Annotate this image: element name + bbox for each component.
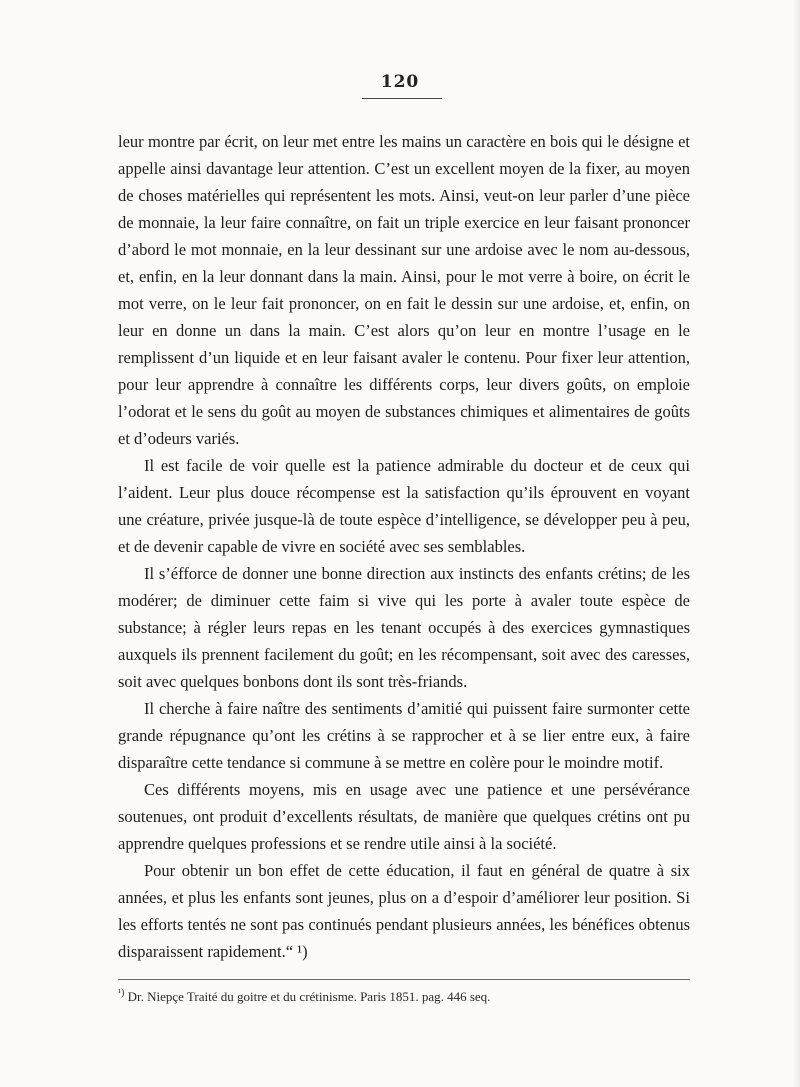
footnote — [118, 979, 690, 1006]
paragraph-5: Ces différents moyens, mis en usage avec une patience et une persévérance soutenues, ont produit d’excellents résultats, de manière que quelques crétins ont pu apprendre quelques professions et se rendre utile ainsi à la société. — [118, 780, 690, 853]
paragraph-3: Il s’éfforce de donner une bonne direction aux instincts des enfants crétins; de les modérer; de diminuer cette faim si vive qui les porte à avaler toute espèce de substance; à régler leurs repas en les tenant occupés à des exercices gymnastiques auxquels ils prennent facilement du goût; en les récompensant, soit avec des caresses, soit avec quelques bonbons dont ils sont très-friands. — [118, 564, 690, 691]
footnote-rule — [118, 979, 690, 980]
page-number: 120 — [380, 72, 420, 92]
paragraph-1: leur montre par écrit, on leur met entre les mains un caractère en bois qui le désigne et appelle ainsi davantage leur attention. C’est un excellent moyen de la fixer, au moyen de choses matérielles qui représentent les mots. Ainsi, veut-on leur parler d’une pièce de monnaie, la leur faire connaître, on fait un triple exercice en leur faisant prononcer d’abord le mot monnaie, en la leur dessinant sur une ardoise avec le nom au-dessous, et, enfin, en la leur donnant dans la main. Ainsi, pour le mot verre à boire, on écrit le mot verre, on le leur fait prononcer, on en fait le dessin sur une ardoise, et, enfin, on leur en donne un dans la main. C’est alors qu’on leur en montre l’usage en le remplissent d’un liquide et en leur faisant avaler le contenu. Pour fixer leur attention, pour leur apprendre à connaître les différents corps, leur divers goûts, on emploie l’odorat et le sens du goût au moyen de substances chimiques et alimentaires de goûts et d’odeurs variés. — [118, 132, 690, 448]
page-number-rule — [362, 98, 442, 99]
paragraph-4: Il cherche à faire naître des sentiments d’amitié qui puissent faire surmonter cette grande répugnance qu’ont les crétins à se rapprocher et à se lier entre eux, à faire disparaître cette tendance si commune à se mettre en colère pour le moindre motif. — [118, 699, 690, 772]
paragraph-6: Pour obtenir un bon effet de cette éducation, il faut en général de quatre à six années, et plus les enfants sont jeunes, plus on a d’espoir d’améliorer leur position. Si les efforts tentés ne sont pas continués pendant plusieurs années, les bénéfices obtenus disparaissent rapidement.“ ¹) — [118, 861, 690, 961]
body-text — [118, 128, 690, 965]
page-edge-shadow — [794, 0, 800, 1087]
footnote-marker: ¹) — [118, 987, 125, 999]
footnote-text: Dr. Niepçe Traité du goitre et du crétinisme. Paris 1851. pag. 446 seq. — [127, 989, 491, 1004]
paragraph-2: Il est facile de voir quelle est la patience admirable du docteur et de ceux qui l’aident. Leur plus douce récompense est la satisfaction qu’ils éprouvent en voyant une créature, privée jusque-là de toute espèce d’intelligence, se développer peu à peu, et de devenir capable de vivre en société avec ses semblables. — [118, 456, 690, 556]
